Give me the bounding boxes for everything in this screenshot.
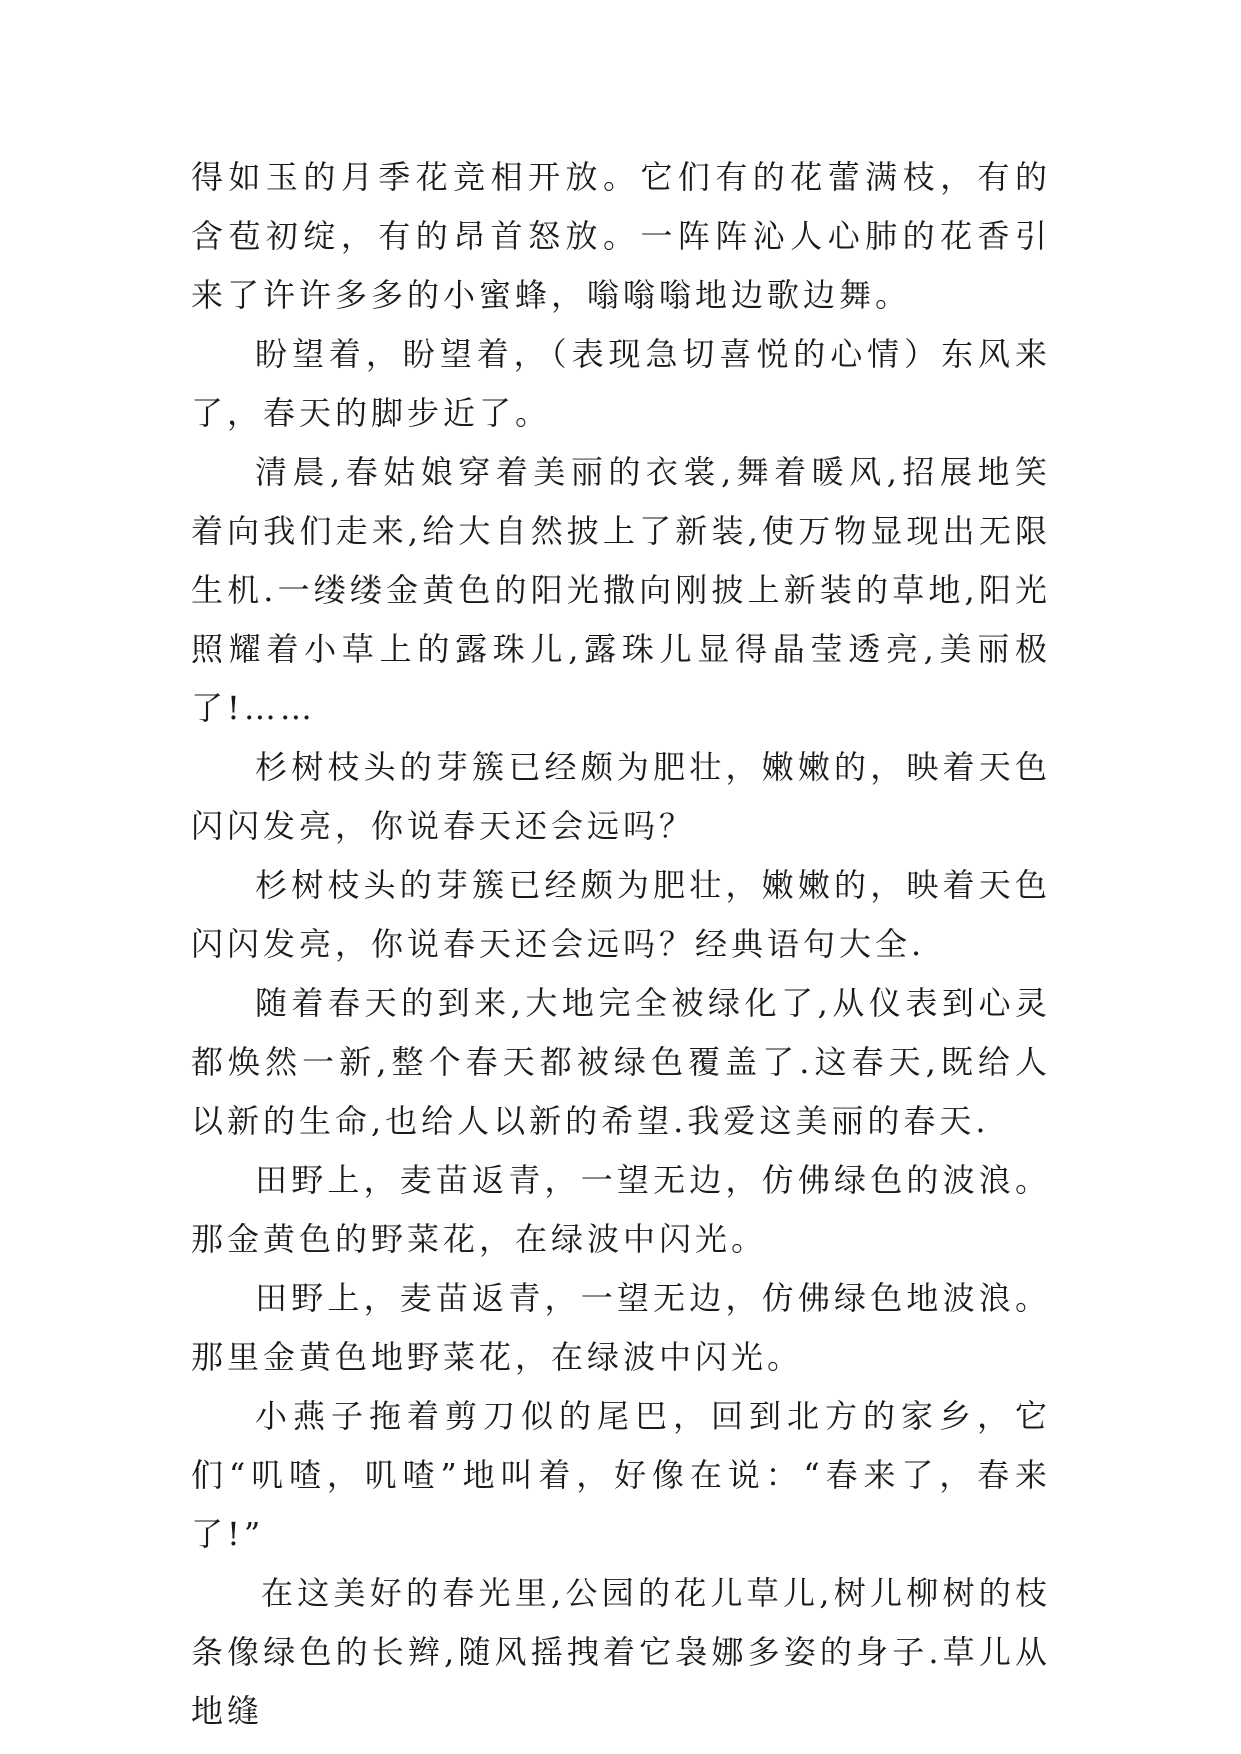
paragraph: 小燕子拖着剪刀似的尾巴，回到北方的家乡，它们“叽喳，叽喳”地叫着，好像在说：“春来了，春来了!” xyxy=(191,1397,1051,1553)
paragraph-continued: 得如玉的月季花竞相开放。它们有的花蕾满枝，有的含苞初绽，有的昂首怒放。一阵阵沁人心肺的花香引来了许许多多的小蜜蜂，嗡嗡嗡地边歌边舞。 xyxy=(191,158,1051,314)
paragraph: 杉树枝头的芽簇已经颇为肥壮，嫩嫩的，映着天色闪闪发亮，你说春天还会远吗？ xyxy=(191,748,1051,845)
document-body xyxy=(191,148,1051,1741)
paragraph: 田野上，麦苗返青，一望无边，仿佛绿色的波浪。那金黄色的野菜花，在绿波中闪光。 xyxy=(191,1161,1051,1258)
paragraph: 田野上，麦苗返青，一望无边，仿佛绿色地波浪。那里金黄色地野菜花，在绿波中闪光。 xyxy=(191,1279,1051,1376)
paragraph: 杉树枝头的芽簇已经颇为肥壮，嫩嫩的，映着天色闪闪发亮，你说春天还会远吗？经典语句大全. xyxy=(191,866,1051,963)
paragraph-truncated: 在这美好的春光里,公园的花儿草儿,树儿柳树的枝条像绿色的长辫,随风摇拽着它袅娜多姿的身子.草儿从地缝 xyxy=(191,1574,1051,1730)
paragraph: 清晨,春姑娘穿着美丽的衣裳,舞着暖风,招展地笑着向我们走来,给大自然披上了新装,使万物显现出无限生机.一缕缕金黄色的阳光撒向刚披上新装的草地,阳光照耀着小草上的露珠儿,露珠儿显得晶莹透亮,美丽极了!…… xyxy=(191,453,1051,727)
paragraph: 盼望着，盼望着，（表现急切喜悦的心情）东风来了，春天的脚步近了。 xyxy=(191,335,1051,432)
paragraph: 随着春天的到来,大地完全被绿化了,从仪表到心灵都焕然一新,整个春天都被绿色覆盖了.这春天,既给人以新的生命,也给人以新的希望.我爱这美丽的春天. xyxy=(191,984,1051,1140)
